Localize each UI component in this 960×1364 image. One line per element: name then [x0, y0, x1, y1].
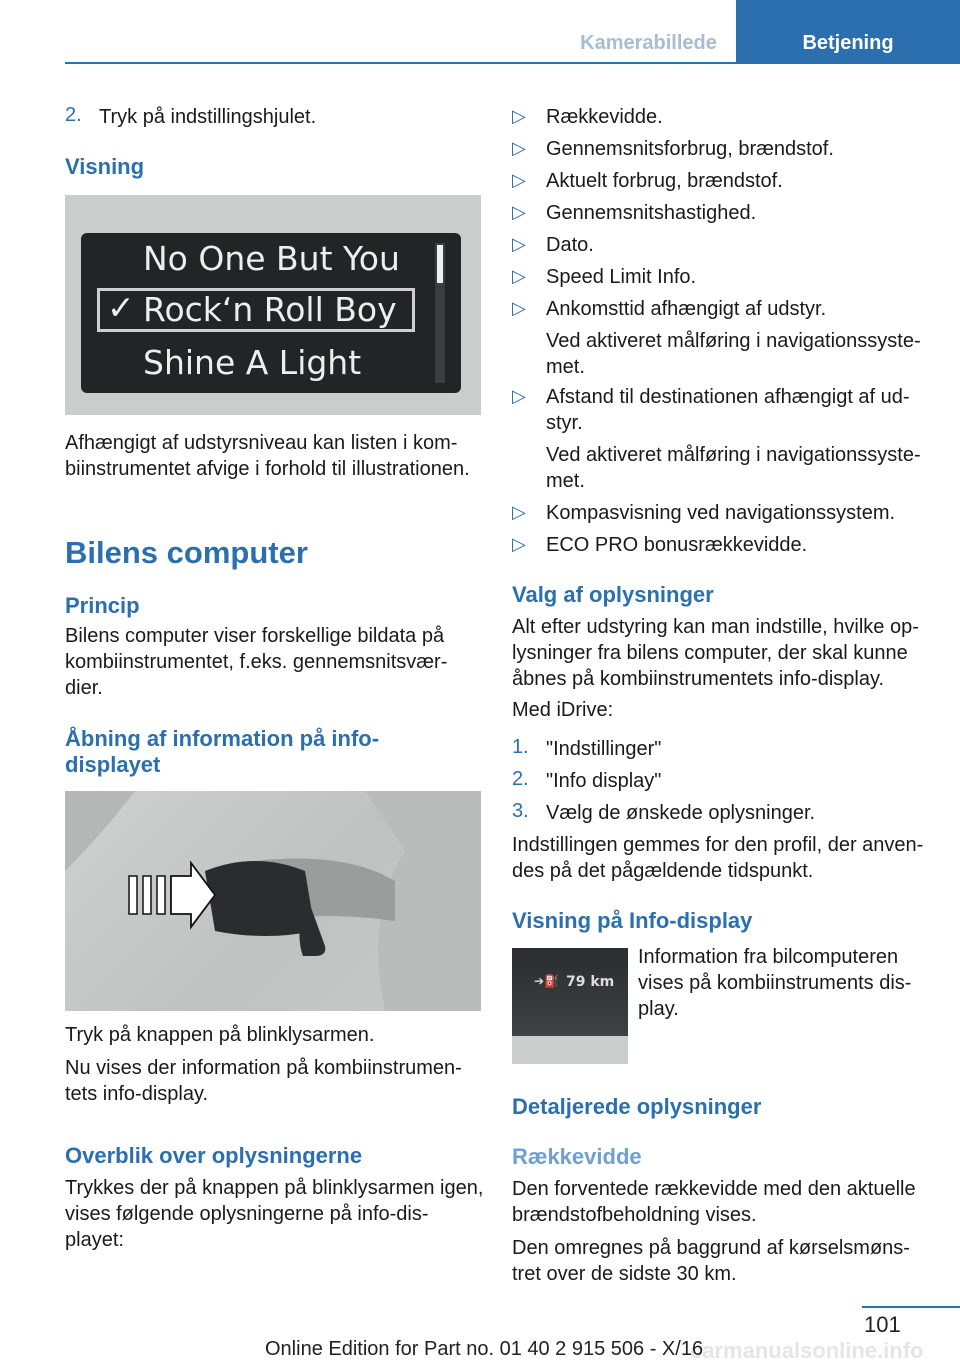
- stalk-figure: [65, 791, 481, 1011]
- heading-line: Åbning af information på info‐: [65, 726, 380, 751]
- text-line: Afstand til destinationen afhængigt af ud‐: [546, 386, 910, 408]
- display-row-1: No One But You: [143, 239, 400, 278]
- text-line: des på det pågældende tidspunkt.: [512, 860, 814, 882]
- list-item: [512, 232, 932, 258]
- afstand-sub: [546, 442, 921, 494]
- visning-info-heading: Visning på Info-display: [512, 908, 753, 933]
- heading-line: displayet: [65, 752, 161, 777]
- valg-heading: Valg af oplysninger: [512, 582, 714, 607]
- step-number: 3.: [512, 800, 529, 822]
- raekkevidde-heading: Rækkevidde: [512, 1144, 642, 1169]
- text-line: Indstillingen gemmes for den profil, der anven‐: [512, 834, 924, 856]
- text-line: Information fra bilcomputeren: [638, 946, 899, 968]
- triangle-bullet-icon: ▷: [512, 170, 526, 190]
- list-item-text: Kompasvisning ved navigationssystem.: [546, 502, 896, 524]
- step-text: "Indstillinger": [546, 738, 662, 760]
- list-item-text: Dato.: [546, 234, 594, 256]
- text-line: met.: [546, 470, 585, 492]
- list-item-text: ECO PRO bonusrækkevidde.: [546, 534, 808, 556]
- text-line: Den forventede rækkevidde med den aktuelle: [512, 1178, 916, 1200]
- watermark: carmanualsonline.info: [690, 1338, 924, 1363]
- display-screen: [81, 233, 461, 393]
- list-item: [512, 384, 932, 436]
- scrollbar-thumb: [437, 245, 443, 283]
- list-item: [512, 168, 932, 194]
- nu-text: [65, 1055, 462, 1107]
- text-line: Den omregnes på baggrund af kørselsmøns‐: [512, 1237, 910, 1259]
- list-item: [512, 136, 932, 162]
- princip-text: [65, 623, 447, 701]
- list-item-text: Rækkevidde.: [546, 106, 663, 128]
- caption-line: biinstrumentet afvige i forhold til illustrationen.: [65, 458, 470, 480]
- step-2: [65, 104, 481, 130]
- step-number: 2.: [512, 768, 529, 790]
- step-text: "Info display": [546, 770, 662, 792]
- fuel-pump-icon: ➔⛽: [534, 974, 559, 988]
- raekkevidde-text: [512, 1176, 916, 1228]
- text-line: styr.: [546, 412, 583, 434]
- triangle-bullet-icon: ▷: [512, 502, 526, 522]
- list-item-text: Speed Limit Info.: [546, 266, 697, 288]
- display-row-2: Rock‘n Roll Boy: [143, 290, 397, 329]
- bilens-computer-heading: Bilens computer: [65, 535, 308, 570]
- step-text: Vælg de ønskede oplysninger.: [546, 802, 816, 824]
- text-line: kombiinstrumentet, f.eks. gennemsnitsvær‐: [65, 651, 448, 673]
- detaljer-heading: Detaljerede oplysninger: [512, 1094, 762, 1119]
- list-item: [512, 296, 932, 322]
- list-item-text: [546, 384, 932, 436]
- omregnes-text: [512, 1235, 910, 1287]
- list-item: [512, 200, 932, 226]
- tab-kamerabillede[interactable]: Kamerabillede: [580, 32, 717, 54]
- visning-heading: Visning: [65, 154, 145, 179]
- text-line: brændstofbeholdning vises.: [512, 1204, 757, 1226]
- princip-heading: Princip: [65, 593, 140, 618]
- scrollbar-track: [435, 243, 445, 383]
- text-line: playet:: [65, 1229, 124, 1251]
- abning-heading: [65, 726, 379, 778]
- info-text: [638, 944, 911, 1022]
- text-line: tret over de sidste 30 km.: [512, 1263, 737, 1285]
- step-text: Tryk på indstillingshjulet.: [99, 106, 317, 128]
- triangle-bullet-icon: ▷: [512, 202, 526, 222]
- edition-footer: Online Edition for Part no. 01 40 2 915 506 - X/16: [265, 1338, 704, 1360]
- list-item-text: Ankomsttid afhængigt af udstyr.: [546, 298, 827, 320]
- text-line: Bilens computer viser forskellige bildata på: [65, 625, 445, 647]
- triangle-bullet-icon: ▷: [512, 234, 526, 254]
- list-item: [512, 104, 932, 130]
- tab-betjening[interactable]: Betjening: [736, 0, 960, 62]
- text-line: lysninger fra bilens computer, der skal kunne: [512, 642, 908, 664]
- step-number: 1.: [512, 736, 529, 758]
- text-line: met.: [546, 356, 585, 378]
- text-line: vises på kombiinstruments dis‐: [638, 972, 912, 994]
- text-line: Nu vises der information på kombiinstrumen‐: [65, 1057, 462, 1079]
- triangle-bullet-icon: ▷: [512, 106, 526, 126]
- page-number: 101: [864, 1312, 901, 1337]
- text-line: tets info-display.: [65, 1083, 209, 1105]
- text-line: Ved aktiveret målføring i navigationssyste‐: [546, 444, 921, 466]
- list-item-text: Aktuelt forbrug, brændstof.: [546, 170, 783, 192]
- text-line: Alt efter udstyring kan man indstille, hvilke op‐: [512, 616, 919, 638]
- triangle-bullet-icon: ▷: [512, 386, 526, 406]
- text-line: Ved aktiveret målføring i navigationssyste‐: [546, 330, 921, 352]
- text-line: vises følgende oplysningerne på info-dis‐: [65, 1203, 429, 1225]
- ankomst-sub: [546, 328, 921, 380]
- valg-text: [512, 614, 919, 692]
- info-display-screen: [512, 948, 628, 1036]
- display-figure: [65, 195, 481, 415]
- list-item-text: Gennemsnitsforbrug, brændstof.: [546, 138, 834, 160]
- list-item: [512, 532, 932, 558]
- text-line: Trykkes der på knappen på blinklysarmen igen,: [65, 1177, 484, 1199]
- triangle-bullet-icon: ▷: [512, 534, 526, 554]
- footer-rule: [862, 1306, 960, 1308]
- overblik-text: [65, 1175, 483, 1253]
- stalk-illustration: [65, 791, 481, 1011]
- list-item-text: Gennemsnitshastighed.: [546, 202, 757, 224]
- triangle-bullet-icon: ▷: [512, 138, 526, 158]
- info-display-figure: [512, 948, 628, 1064]
- check-icon: ✓: [107, 288, 135, 327]
- step-number: 2.: [65, 104, 82, 126]
- overblik-heading: Overblik over oplysningerne: [65, 1143, 363, 1168]
- text-line: play.: [638, 998, 679, 1020]
- med-idrive: Med iDrive:: [512, 699, 614, 721]
- step-item: [512, 768, 932, 794]
- tryk-text: Tryk på knappen på blinklysarmen.: [65, 1024, 375, 1046]
- caption: [65, 430, 470, 482]
- caption-line: Afhængigt af udstyrsniveau kan listen i kom‐: [65, 432, 458, 454]
- step-item: [512, 736, 932, 762]
- step-item: [512, 800, 932, 826]
- list-item: [512, 264, 932, 290]
- header-bar: [65, 0, 960, 64]
- gemmes-text: [512, 832, 923, 884]
- text-line: dier.: [65, 677, 103, 699]
- text-line: åbnes på kombiinstrumentets info-display.: [512, 668, 885, 690]
- range-value: 79 km: [566, 974, 615, 990]
- triangle-bullet-icon: ▷: [512, 266, 526, 286]
- display-row-3: Shine A Light: [143, 343, 362, 382]
- list-item: [512, 500, 932, 526]
- triangle-bullet-icon: ▷: [512, 298, 526, 318]
